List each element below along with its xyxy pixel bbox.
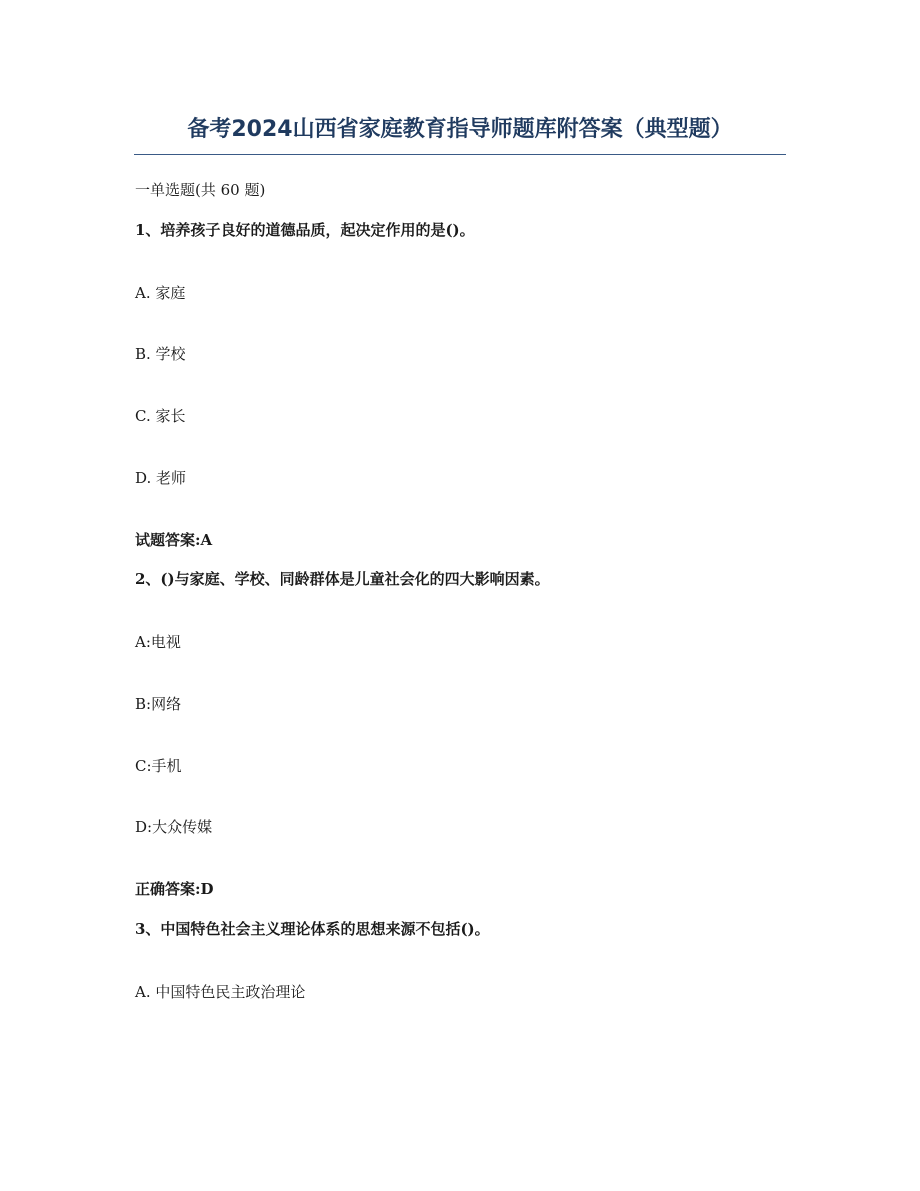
question-1-option-a: A. 家庭 [135,284,186,302]
question-1-option-b: B. 学校 [135,345,186,363]
question-2-option-d: D:大众传媒 [135,818,213,836]
question-2-option-c: C:手机 [135,757,182,775]
title-divider [134,154,786,155]
document-title: 备考2024山西省家庭教育指导师题库附答案（典型题） [187,117,733,142]
question-2-option-b: B:网络 [135,695,182,713]
question-2-stem: 2、()与家庭、学校、同龄群体是儿童社会化的四大影响因素。 [135,570,550,588]
question-1-stem: 1、培养孩子良好的道德品质，起决定作用的是()。 [135,221,475,239]
question-3-stem: 3、中国特色社会主义理论体系的思想来源不包括()。 [135,920,490,938]
question-3-option-a: A. 中国特色民主政治理论 [135,983,306,1001]
question-1-option-d: D. 老师 [135,469,187,487]
question-1-answer: 试题答案:A [135,531,213,549]
section-heading: 一单选题(共 60 题) [135,181,266,199]
question-2-option-a: A:电视 [135,633,181,651]
question-2-answer: 正确答案:D [135,880,214,898]
question-1-option-c: C. 家长 [135,407,186,425]
